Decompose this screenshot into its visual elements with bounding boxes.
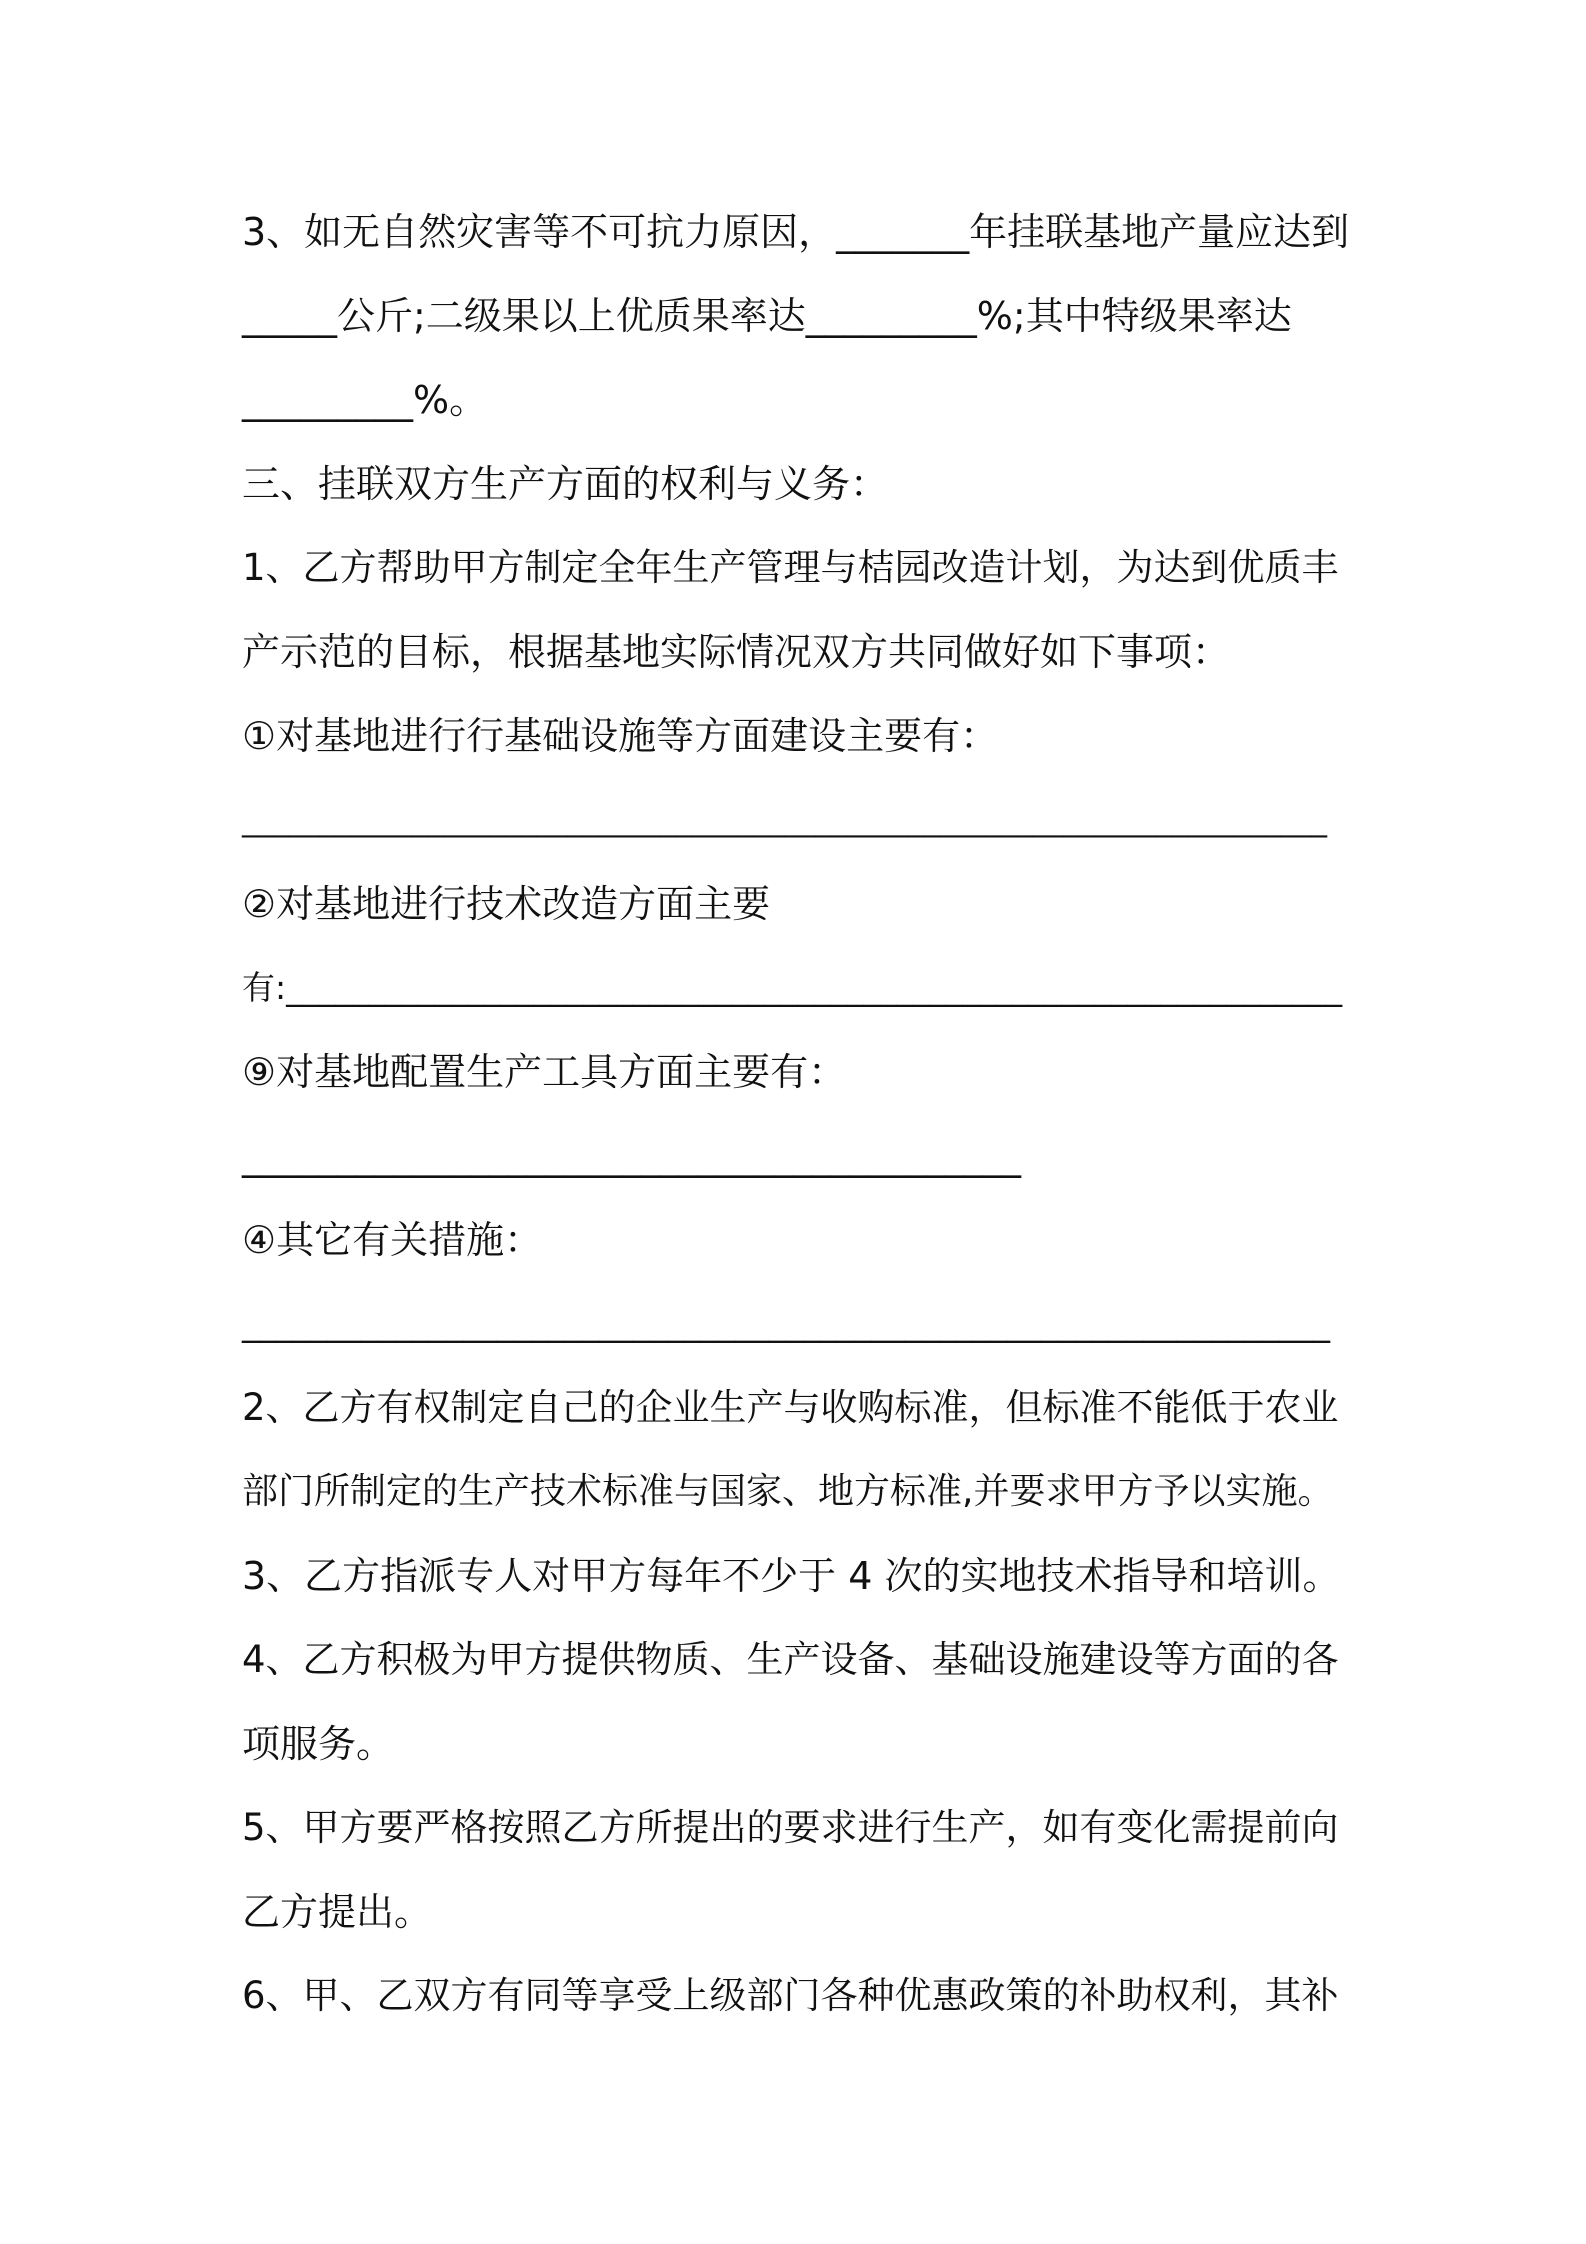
text-line: 2、乙方有权制定自己的企业生产与收购标准，但标准不能低于农业	[242, 1386, 1339, 1429]
text-line: 有:________________________________________________________________	[242, 968, 1343, 1007]
text-line: ④其它有关措施：	[242, 1218, 543, 1262]
text-line: 三、挂联双方生产方面的权利与义务：	[242, 462, 889, 506]
text-line: 1、乙方帮助甲方制定全年生产管理与桔园改造计划，为达到优质丰	[242, 546, 1339, 589]
text-line: 产示范的目标，根据基地实际情况双方共同做好如下事项：	[242, 630, 1231, 674]
text-line: 项服务。	[242, 1722, 395, 1766]
text-line: _________%。	[242, 378, 488, 422]
text-line: 6、甲、乙双方有同等享受上级部门各种优惠政策的补助权利，其补	[242, 1974, 1339, 2017]
text-line: 5、甲方要严格按照乙方所提出的要求进行生产，如有变化需提前向	[242, 1806, 1339, 1849]
text-line: 部门所制定的生产技术标准与国家、地方标准,并要求甲方予以实施。	[242, 1471, 1334, 1512]
text-line: 3、如无自然灾害等不可抗力原因，_______年挂联基地产量应达到	[242, 210, 1350, 254]
text-line: 乙方提出。	[242, 1890, 433, 1934]
text-line: ①对基地进行行基础设施等方面建设主要有：	[242, 714, 999, 758]
text-line: ②对基地进行技术改造方面主要	[242, 882, 771, 926]
text-line: ⑨对基地配置生产工具方面主要有：	[242, 1050, 847, 1094]
text-line: 3、乙方指派专人对甲方每年不少于 4 次的实地技术指导和培训。	[242, 1554, 1341, 1598]
text-line: _____公斤;二级果以上优质果率达_________%;其中特级果率达	[242, 294, 1292, 338]
text-line: _________________________________________	[242, 1134, 1021, 1178]
text-line: ______________________________________________________________________	[242, 802, 1327, 838]
text-line: ________________________________________________________________	[242, 1304, 1330, 1344]
text-line: 4、乙方积极为甲方提供物质、生产设备、基础设施建设等方面的各	[242, 1638, 1339, 1681]
